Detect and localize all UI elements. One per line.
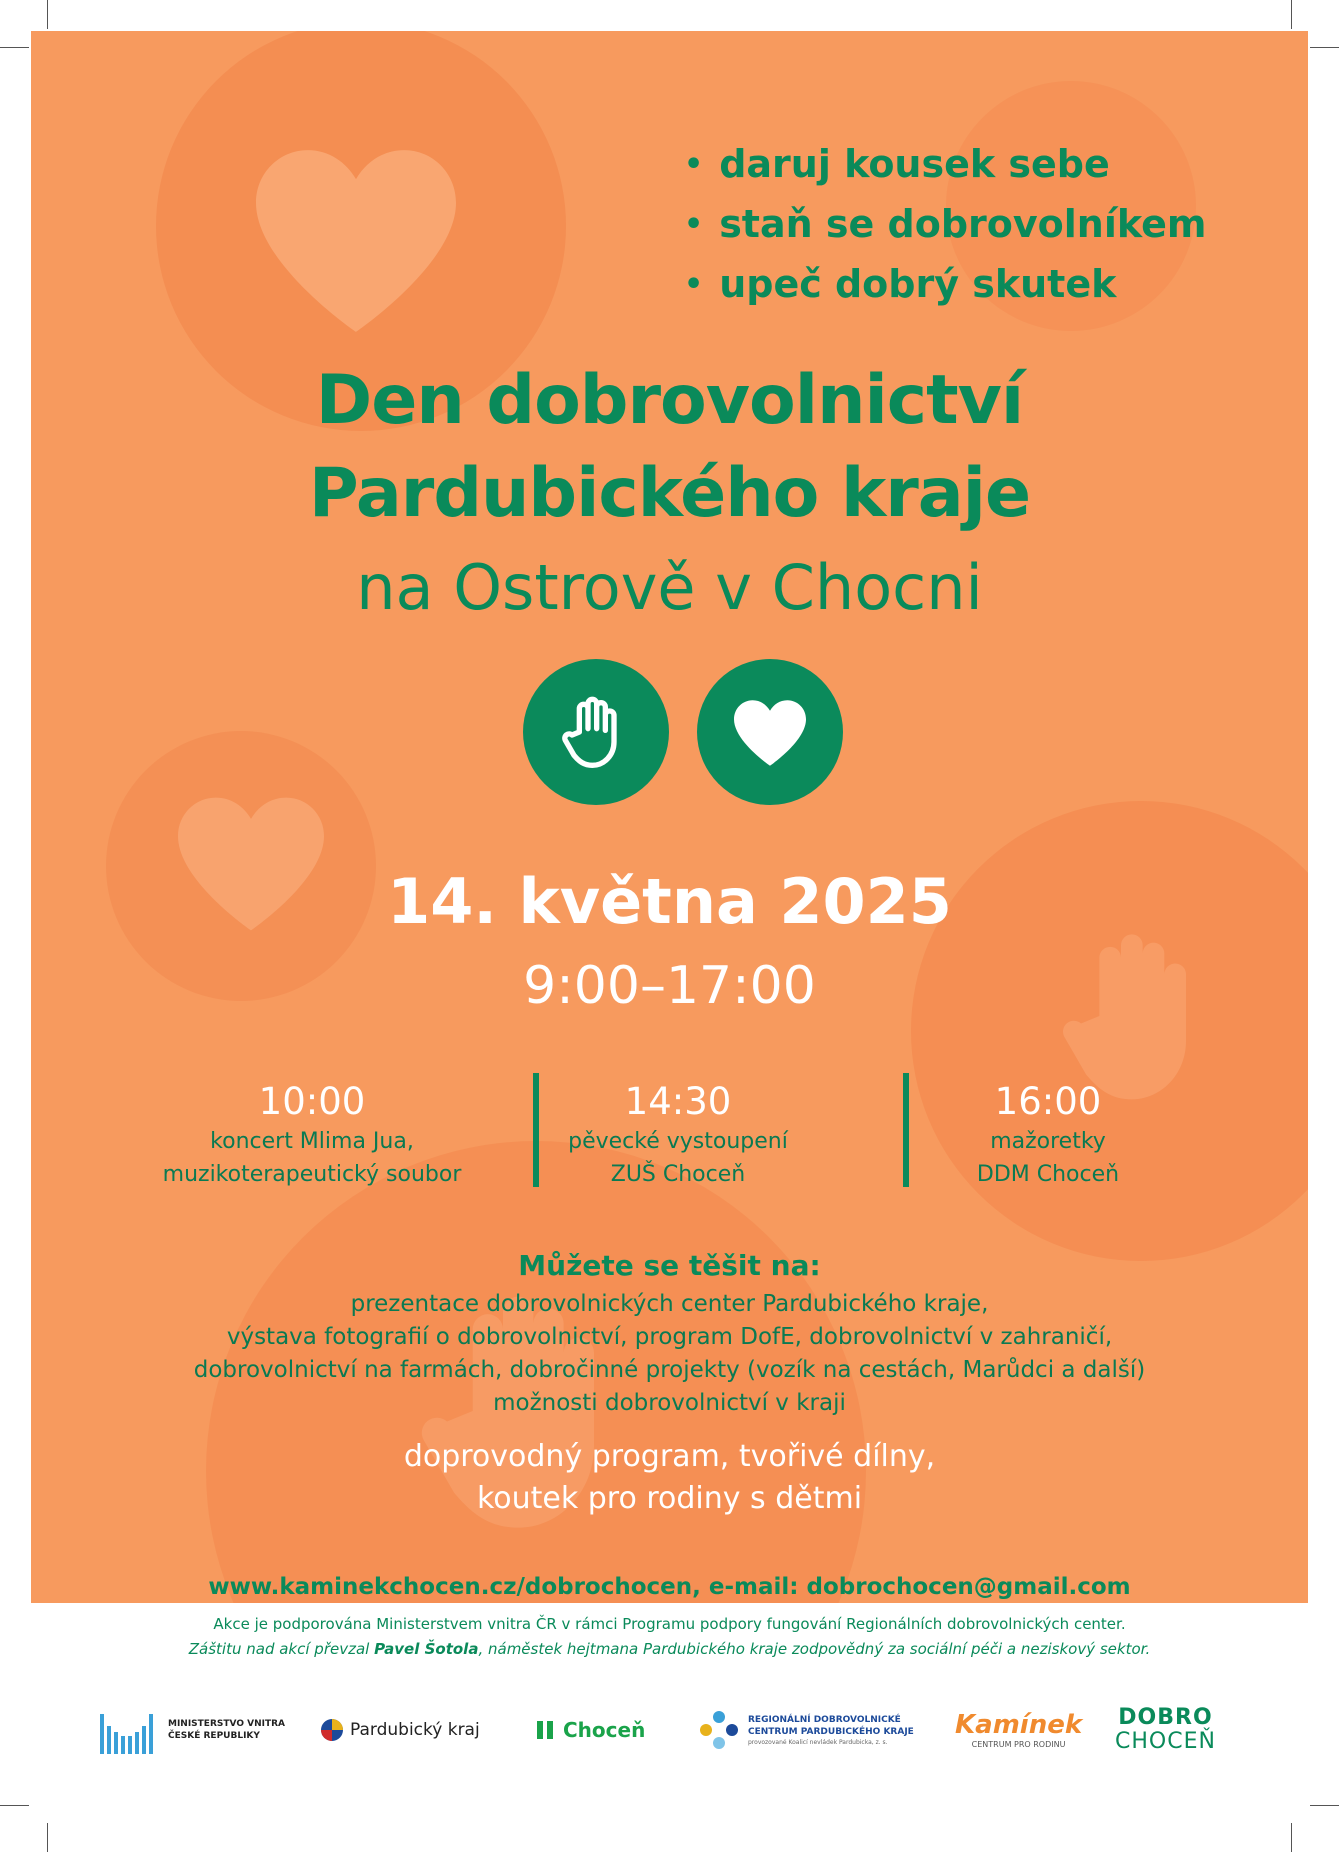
contact-line[interactable]: www.kaminekchocen.cz/dobrochocen, e-mail: dobrochocen@gmail.com xyxy=(208,1574,1131,1600)
title-line-2: Pardubického kraje xyxy=(308,454,1031,533)
crop-mark xyxy=(0,1805,29,1806)
logo-ministry xyxy=(100,1700,285,1760)
logo-rdc xyxy=(698,1700,914,1760)
logo-pardubicky-kraj xyxy=(320,1700,480,1760)
title-line-1: Den dobrovolnictví xyxy=(315,361,1024,440)
schedule-time: 14:30 xyxy=(624,1080,732,1123)
title-line-3: na Ostrově v Chocni xyxy=(356,551,983,624)
schedule-desc: muzikoterapeutický soubor xyxy=(162,1162,462,1187)
program-line: možnosti dobrovolnictví v kraji xyxy=(493,1390,846,1416)
logo-text: CHOCEŇ xyxy=(1115,1729,1216,1754)
logo-chocen xyxy=(537,1700,645,1760)
footer-line-2: Záštitu nad akcí převzal Pavel Šotola, náměstek hejtmana Pardubického kraje zodpovědný za sociální péči a neziskový sektor. xyxy=(188,1640,1151,1658)
extra-line: doprovodný program, tvořivé dílny, xyxy=(403,1439,936,1474)
bullet-list xyxy=(684,136,1206,316)
logo-text: Choceň xyxy=(563,1718,646,1742)
hand-icon xyxy=(556,689,636,775)
logo-text: REGIONÁLNÍ DOBROVOLNICKÉ xyxy=(748,1714,901,1725)
heart-icon xyxy=(246,141,466,341)
bullet-item: • upeč dobrý skutek xyxy=(684,256,1206,316)
rdc-icon xyxy=(698,1709,740,1751)
logo-text: provozované Koalicí nevládek Pardubicka, z. s. xyxy=(748,1738,888,1746)
logo-text: DOBRO xyxy=(1118,1705,1213,1730)
schedule-item xyxy=(493,1079,863,1191)
schedule-desc: DDM Choceň xyxy=(976,1162,1120,1187)
ministry-icon xyxy=(100,1706,160,1754)
crop-mark xyxy=(0,47,29,48)
schedule-item xyxy=(127,1079,497,1191)
chocen-icon xyxy=(537,1720,557,1740)
crop-mark xyxy=(1291,1823,1292,1852)
program-list xyxy=(31,1288,1308,1420)
region-icon xyxy=(320,1718,344,1742)
logo-text: ČESKÉ REPUBLIKY xyxy=(168,1731,260,1741)
schedule-desc: ZUŠ Choceň xyxy=(610,1162,746,1187)
program-line: výstava fotografií o dobrovolnictví, program DofE, dobrovolnictví v zahraničí, xyxy=(226,1324,1113,1350)
program-line: prezentace dobrovolnických center Pardubického kraje, xyxy=(350,1291,989,1317)
schedule-time: 10:00 xyxy=(258,1080,366,1123)
schedule-desc: koncert Mlima Jua, xyxy=(210,1129,414,1154)
schedule-time: 16:00 xyxy=(994,1080,1102,1123)
logo-text: CENTRUM PARDUBICKÉHO KRAJE xyxy=(748,1726,914,1737)
logo-text: CENTRUM PRO RODINU xyxy=(971,1740,1066,1749)
event-time: 9:00–17:00 xyxy=(523,956,816,1016)
schedule-desc: pěvecké vystoupení xyxy=(568,1129,788,1154)
heart-badge xyxy=(697,659,843,805)
heart-icon xyxy=(730,697,810,769)
logo-text: Kamínek xyxy=(955,1710,1083,1740)
hand-badge xyxy=(523,659,669,805)
bullet-item: • staň se dobrovolníkem xyxy=(684,196,1206,256)
logo-dobro-chocen xyxy=(1115,1700,1216,1760)
schedule-item xyxy=(863,1079,1233,1191)
footer-text xyxy=(0,1612,1339,1662)
event-date: 14. května 2025 xyxy=(387,865,952,938)
crop-mark xyxy=(1310,47,1339,48)
poster xyxy=(31,31,1308,1603)
crop-mark xyxy=(47,1823,48,1852)
logo-kaminek xyxy=(955,1700,1082,1760)
program-line: dobrovolnictví na farmách, dobročinné projekty (vozík na cestách, Marůdci a další) xyxy=(193,1357,1146,1383)
bullet-item: • daruj kousek sebe xyxy=(684,136,1206,196)
logo-text: Pardubický kraj xyxy=(350,1720,480,1740)
program-extra xyxy=(31,1436,1308,1520)
crop-mark xyxy=(47,0,48,29)
footer-line-1: Akce je podporována Ministerstvem vnitra ČR v rámci Programu podpory fungování Regionálních dobrovolnických center. xyxy=(213,1615,1126,1633)
program-heading: Můžete se těšit na: xyxy=(518,1249,821,1282)
extra-line: koutek pro rodiny s dětmi xyxy=(476,1481,863,1516)
schedule-desc: mažoretky xyxy=(990,1129,1106,1154)
patron-name: Pavel Šotola xyxy=(374,1640,479,1658)
crop-mark xyxy=(1310,1805,1339,1806)
logo-text: MINISTERSTVO VNITRA xyxy=(168,1719,285,1729)
crop-mark xyxy=(1291,0,1292,29)
